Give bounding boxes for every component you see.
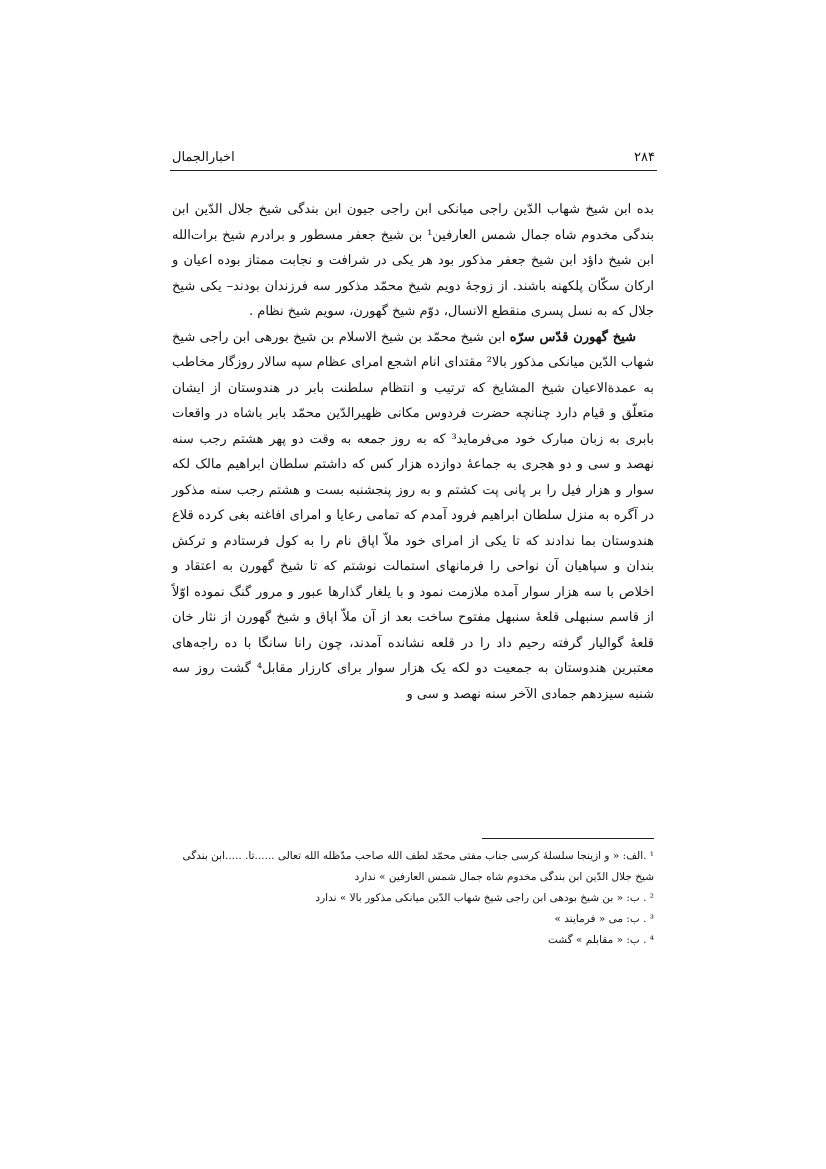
section-heading: شیخ گهورن قدّس سرّه — [509, 329, 636, 345]
footnote-2: ² . ب: « بن شیخ بودهی ابن راجی شیخ شهاب الدّین میانکی مذکور بالا » ندارد — [315, 892, 654, 904]
running-title: اخبارالجمال — [172, 150, 235, 165]
footnote-3: ³ . ب: می « فرمایند » — [554, 913, 654, 925]
footnote-separator — [482, 838, 654, 839]
paragraph-1: بده ابن شیخ شهاب الدّین راجی میانکی ابن راجی جیون ابن بندگی شیخ جلال الدّین ابن بندگی مخدوم شاه جمال شمس العارفین¹ بن شیخ جعفر مسطور و برادرم شیخ برات‌الله ابن شیخ داؤد ابن شیخ جعفر مذکور بود هر یکی در شرافت و نجابت ممتاز بوده اعیان و ارکان سکّان پلکهنه باشند. از زوجۀ دویم شیخ محمّد مذکور سه فرزندان بودند– یکی شیخ جلال که به نسل پسری منقطع الانسال، دوّم شیخ گهورن، سویم شیخ نظام . — [172, 202, 655, 319]
footnote-1: ¹ .الف: « و ازینجا سلسلۀ کرسی جناب مفتی محمّد لطف الله صاحب مدّظله الله تعالی ......تا. .....ابن بندگی شیخ جلال الدّین ابن بندگی مخدوم شاه جمال شمس العارفین » ندارد — [182, 850, 654, 883]
footnote-4: ⁴ . ب: « مقابلم » گشت — [547, 934, 654, 946]
paragraph-2 — [172, 325, 654, 708]
footnotes — [172, 846, 654, 951]
running-header — [170, 148, 657, 171]
paragraph-2-text: ابن شیخ محمّد بن شیخ الاسلام بن شیخ بورهی ابن راجی شیخ شهاب الدّین میانکی مذکور بالا² مقتدای انام اشجع امرای عظام سپه سالار روزگار مخاطب به عمدةالاعیان شیخ المشایخ که ترتیب و انتظام سلطنت بابر در هندوستان از ایشان متعلّق و قیام دارد چنانچه حضرت فردوس مکانی ظهیرالدّین محمّد بابر باشاه در واقعات بابری به زبان مبارک خود می‌فرماید³ که به روز جمعه به وقت دو پهر هشتم رجب سنه نهصد و سی و دو هجری به جماعۀ دوازده هزار کس که داشتم سلطان ابراهیم مالک لکه سوار و هزار فیل را بر پانی پت کشتم و به روز پنجشنبه بست و هشتم رجب سنه مذکور در آگره به منزل سلطان ابراهیم فرود آمدم که تمامی رعایا و امرای افاغنه بغی کرده قلاع هندوستان بما ندادند که تا یکی از امرای خود ملاّ اپاق نام را به کول فرستادم و ترکش بندان و سپاهیان آن نواحی را فرمانهای استمالت نوشتم که تا شیخ گهورن به اعتقاد و اخلاص با سه هزار سوار آمده ملازمت نمود و با یلغار گذارها عبور و مرور گنگ نموده اوّلاً از قاسم سنبهلی قلعۀ سنبهل مفتوح ساخت بعد از آن ملاّ اپاق و شیخ گهورن از نثار خان قلعۀ گوالیار گرفته رحیم داد را در قلعه نشانده آمدند، چون رانا سانگا با ده راجه‌های معتبرین هندوستان به جمعیت دو لکه یک هزار سوار برای کارزار مقابل⁴ گشت روز سه شنبه سیزدهم جمادی الآخر سنه نهصد و سی و — [172, 329, 654, 702]
page-number: ۲۸۴ — [634, 150, 655, 165]
main-text — [172, 197, 654, 707]
